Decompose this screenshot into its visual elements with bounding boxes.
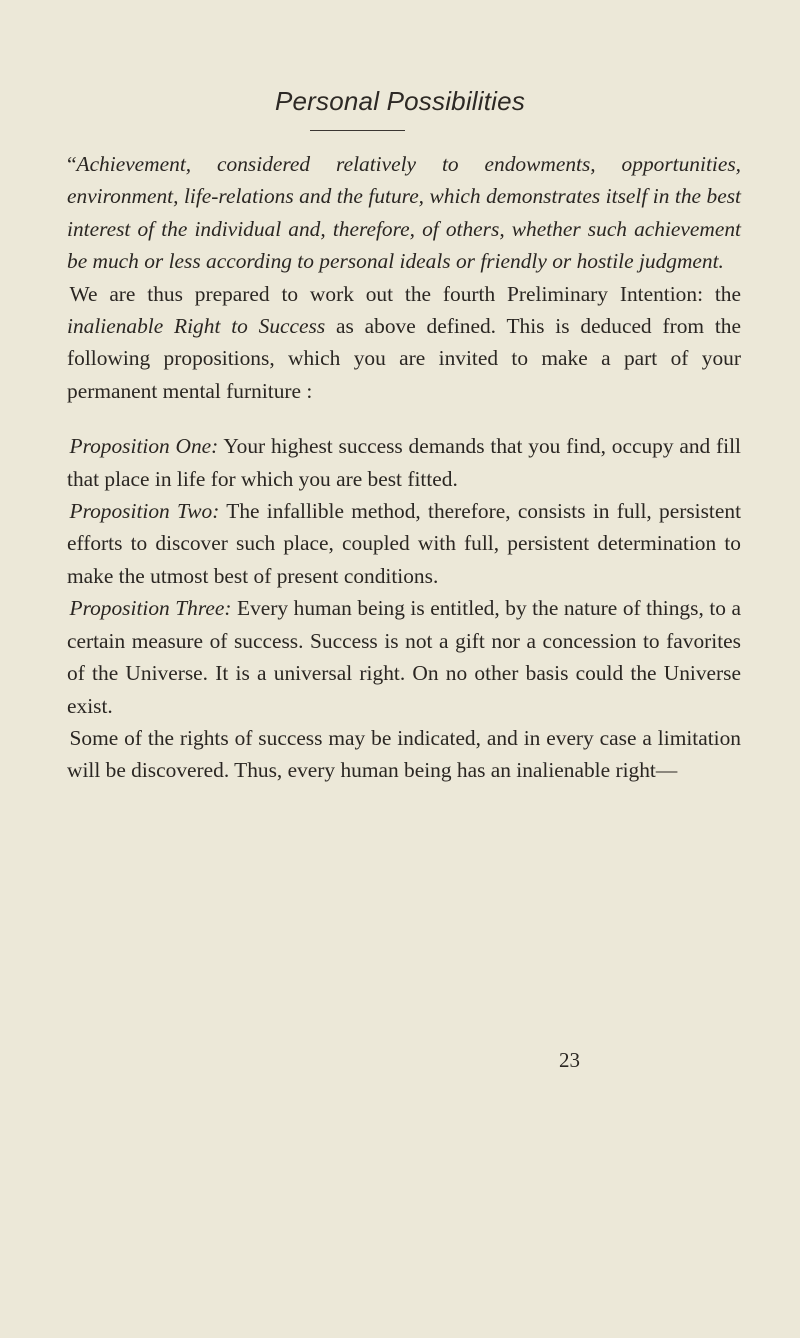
proposition-label: Proposition Three: — [69, 596, 232, 621]
head-rule — [310, 130, 405, 131]
intro-before: We are thus prepared to work out the fourth Preliminary Intention: the — [69, 281, 741, 306]
page-number: 23 — [559, 1048, 580, 1072]
proposition-label: Proposition Two: — [69, 499, 220, 524]
proposition-text: Your highest success demands that you find, occupy and fill that place in life for which you are best fitted. — [67, 434, 741, 491]
proposition-two — [67, 495, 741, 592]
proposition-text: Every human being is entitled, by the nature of things, to a certain measure of success. Success is not a gift nor a concession to favorites of the Universe. It is a universal right. On no other basis could the Universe exist. — [67, 596, 741, 718]
quote-open-mark: “ — [67, 152, 77, 176]
proposition-text: The infallible method, therefore, consists in full, persistent efforts to discover such place, coupled with full, persistent determination to make the utmost best of present conditions. — [67, 499, 742, 588]
quote-paragraph — [67, 148, 741, 278]
proposition-one — [67, 430, 741, 495]
body-text — [67, 148, 741, 787]
running-head: Personal Possibilities — [274, 86, 526, 116]
closing-paragraph: Some of the rights of success may be indicated, and in every case a limitation will be discovered. Thus, every human being has an inalienable right— — [67, 725, 741, 783]
intro-emphasis: inalienable Right to Success — [67, 314, 326, 339]
intro-after: as above defined. This is deduced from the following propositions, which you are invited to make a part of your permanent mental furniture : — [67, 314, 741, 403]
proposition-three — [67, 592, 741, 722]
proposition-label: Proposition One: — [69, 434, 219, 459]
quote-text: Achievement, considered relatively to endowments, opportunities, environment, life-relations and the future, which demonstrates itself in the best interest of the individual and, therefore, of others, whether such achievement be much or less according to personal ideals or friendly or hostile judgment. — [67, 152, 741, 274]
intro-paragraph — [67, 278, 741, 408]
